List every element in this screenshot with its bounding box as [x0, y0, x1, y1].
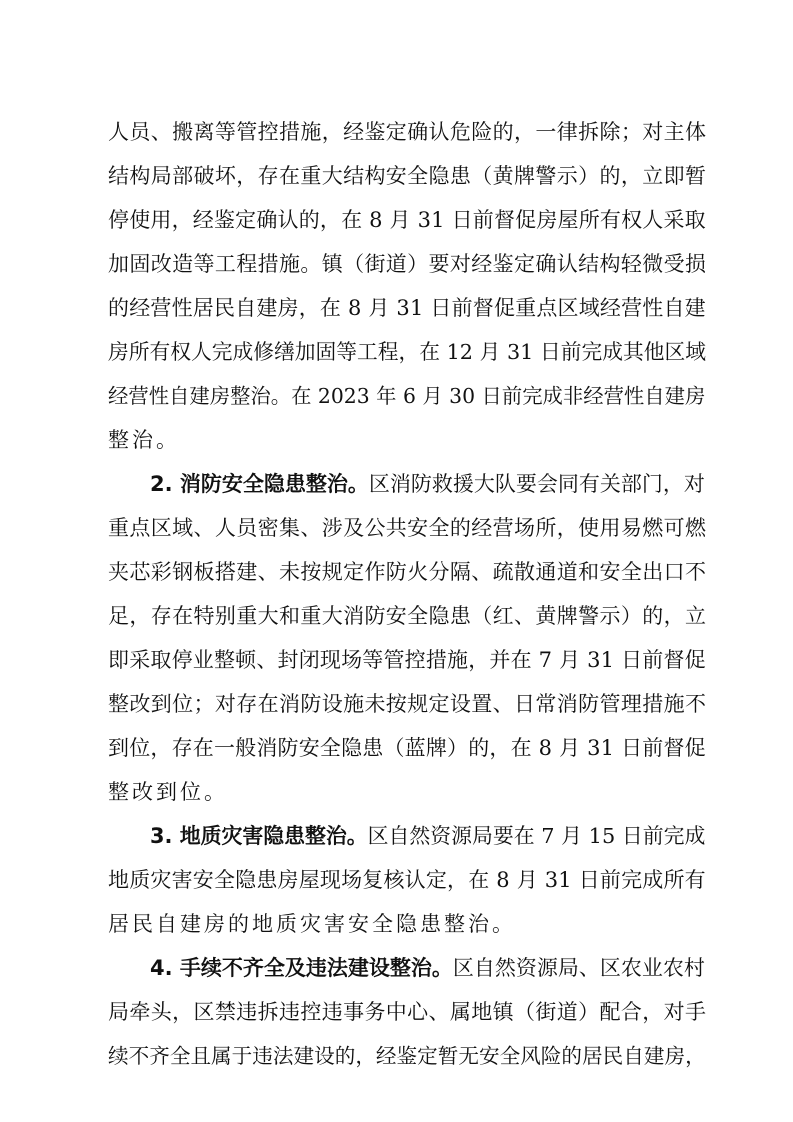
paragraph-1-line-4: 加固改造等工程措施。镇（街道）要对经鉴定确认结构轻微受损	[108, 252, 707, 276]
paragraph-2-line-8: 整改到位。	[108, 780, 228, 804]
paragraph-2-line-7: 到位，存在一般消防安全隐患（蓝牌）的，在 8 月 31 日前督促	[108, 736, 706, 760]
paragraph-2-first-line-text: 区消防救援大队要会同有关部门，对	[368, 472, 705, 496]
paragraph-1-line-3: 停使用，经鉴定确认的，在 8 月 31 日前督促房屋所有权人采取	[108, 208, 706, 232]
paragraph-1-line-5: 的经营性居民自建房，在 8 月 31 日前督促重点区域经营性自建	[108, 296, 706, 320]
paragraph-3-first-line	[150, 814, 705, 858]
paragraph-1-line-7: 经营性自建房整治。在 2023 年 6 月 30 日前完成非经营性自建房	[108, 384, 706, 408]
paragraph-3-line-2: 地质灾害安全隐患房屋现场复核认定，在 8 月 31 日前完成所有	[108, 868, 706, 892]
paragraph-2-line-6: 整改到位；对存在消防设施未按规定设置、日常消防管理措施不	[108, 692, 707, 716]
paragraph-2-line-4: 足，存在特别重大和重大消防安全隐患（红、黄牌警示）的，立	[108, 604, 707, 628]
paragraph-2-line-5: 即采取停业整顿、封闭现场等管控措施，并在 7 月 31 日前督促	[108, 648, 706, 672]
paragraph-2-first-line	[150, 462, 705, 506]
paragraph-4-first-line-text: 区自然资源局、区农业农村	[452, 956, 705, 980]
paragraph-1-line-2: 结构局部破坏，存在重大结构安全隐患（黄牌警示）的，立即暂	[108, 164, 707, 188]
paragraph-3-first-line-text: 区自然资源局要在 7 月 15 日前完成	[367, 824, 706, 848]
paragraph-1-line-1: 人员、搬离等管控措施，经鉴定确认危险的，一律拆除；对主体	[108, 120, 707, 144]
paragraph-1-line-6: 房所有权人完成修缮加固等工程，在 12 月 31 日前完成其他区域	[108, 340, 706, 364]
paragraph-4-line-3: 续不齐全且属于违法建设的，经鉴定暂无安全风险的居民自建房，	[108, 1044, 706, 1068]
paragraph-4-line-2: 局牵头，区禁违拆违控违事务中心、属地镇（街道）配合，对手	[108, 1000, 707, 1024]
paragraph-4-first-line	[150, 946, 705, 990]
paragraph-2-heading: 2. 消防安全隐患整治。	[150, 472, 369, 496]
paragraph-3-heading: 3. 地质灾害隐患整治。	[150, 824, 368, 848]
paragraph-1-line-8: 整治。	[108, 428, 180, 452]
paragraph-2-line-2: 重点区域、人员密集、涉及公共安全的经营场所，使用易燃可燃	[108, 516, 707, 540]
paragraph-3-line-3: 居民自建房的地质灾害安全隐患整治。	[108, 912, 516, 936]
paragraph-4-heading: 4. 手续不齐全及违法建设整治。	[150, 956, 453, 980]
paragraph-2-line-3: 夹芯彩钢板搭建、未按规定作防火分隔、疏散通道和安全出口不	[108, 560, 707, 584]
